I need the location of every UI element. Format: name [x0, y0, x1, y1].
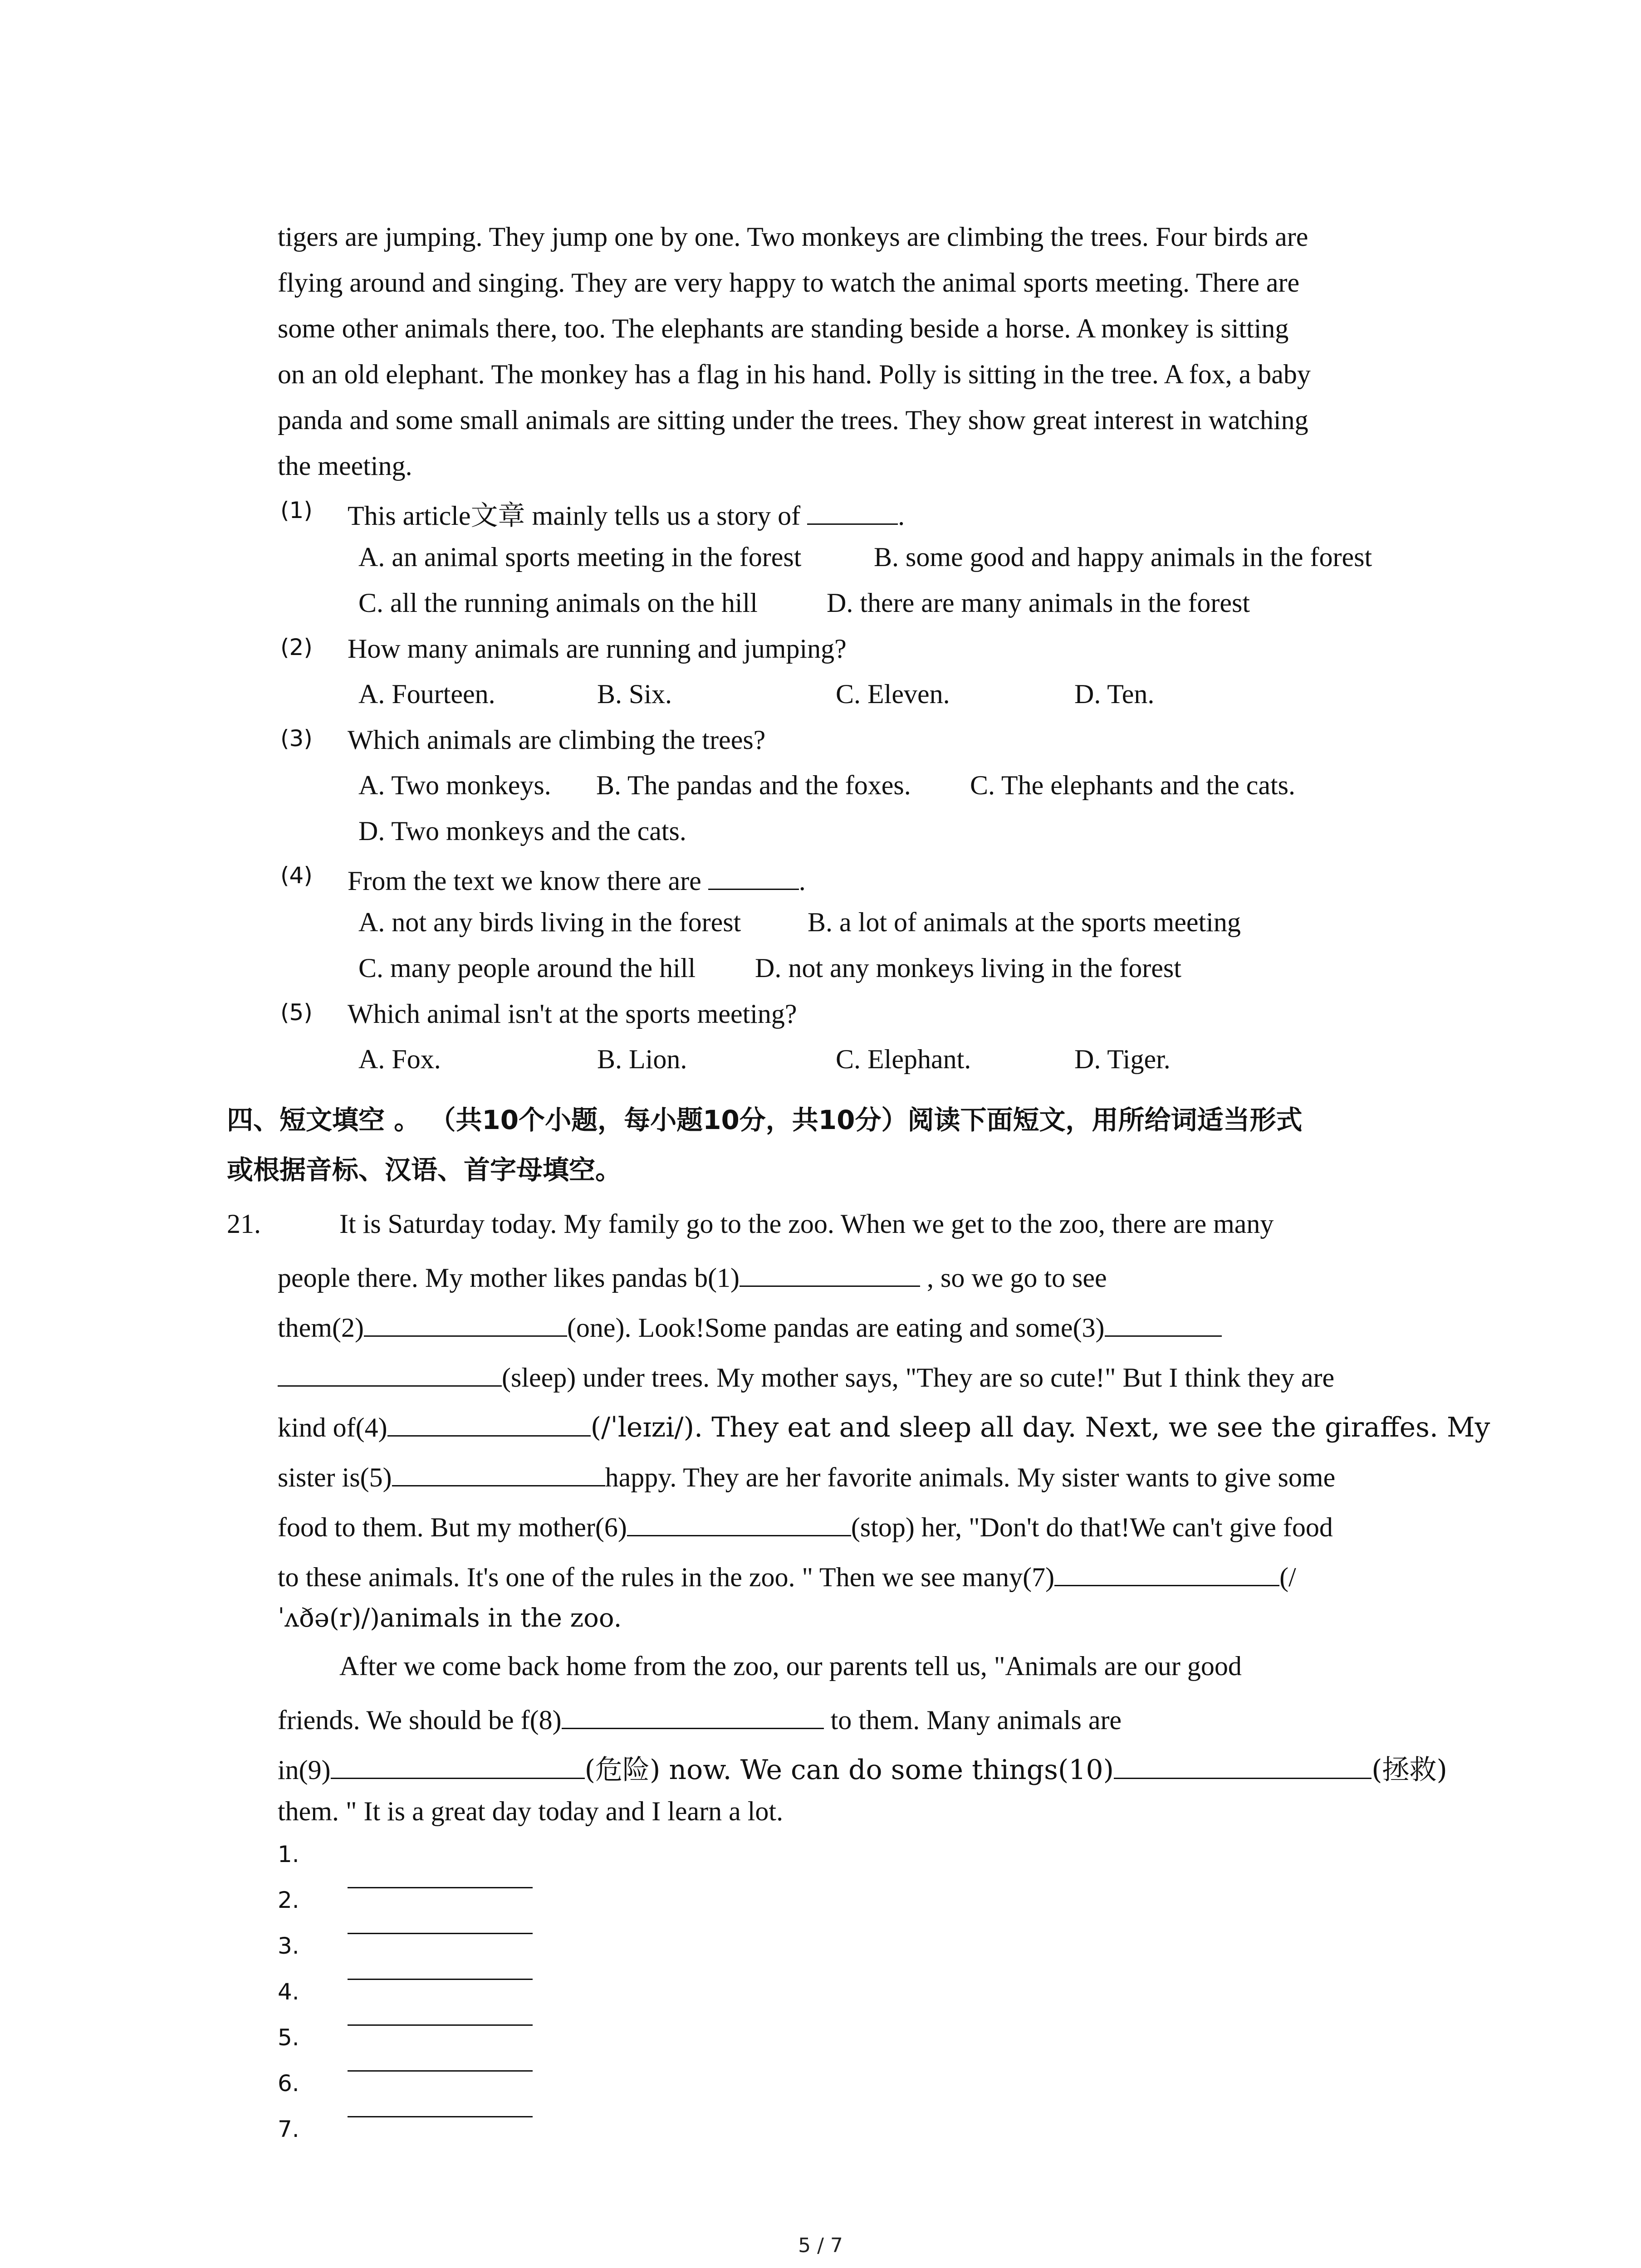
section-heading: 四、短文填空 。 （共10个小题，每小题10分，共10分）阅读下面短文，用所给词适当形式	[227, 1105, 1303, 1135]
blank-9[interactable]	[331, 1752, 585, 1779]
text-part: (stop) her, "Don't do that!We can't give food	[851, 1512, 1333, 1542]
text-part: kind of(4)	[278, 1413, 387, 1442]
blank-5[interactable]	[392, 1460, 605, 1486]
option-d[interactable]: D. Tiger.	[1074, 1044, 1171, 1074]
option-a[interactable]: A. an animal sports meeting in the forest	[358, 542, 802, 572]
option-d[interactable]: D. not any monkeys living in the forest	[755, 953, 1181, 983]
text-part: (one). Look!Some pandas are eating and some(3)	[567, 1313, 1105, 1343]
question-number: (3)	[280, 725, 313, 752]
text-part: (拯救)	[1372, 1754, 1447, 1786]
answer-number: 6.	[278, 2070, 299, 2097]
option-a[interactable]: A. Two monkeys.	[358, 770, 551, 800]
answer-blank-6[interactable]	[348, 2093, 533, 2117]
q21-line: ˈʌðə(r)/)animals in the zoo.	[278, 1603, 622, 1633]
option-b[interactable]: B. some good and happy animals in the forest	[874, 542, 1372, 572]
text-part: them(2)	[278, 1313, 364, 1343]
option-d[interactable]: D. Two monkeys and the cats.	[358, 816, 686, 846]
question-stem: How many animals are running and jumping?	[348, 634, 847, 664]
stem-end: .	[798, 866, 806, 896]
text-part: happy. They are her favorite animals. My sister wants to give some	[605, 1462, 1336, 1492]
stem-end: .	[898, 501, 905, 531]
question-number: (5)	[280, 999, 313, 1026]
answer-number: 7.	[278, 2116, 299, 2142]
question-number: (4)	[280, 862, 313, 889]
blank-8[interactable]	[562, 1702, 824, 1729]
q21-line: After we come back home from the zoo, our parents tell us, "Animals are our good	[339, 1651, 1242, 1681]
blank-3-continued[interactable]	[278, 1360, 502, 1387]
section-heading: 或根据音标、汉语、首字母填空。	[227, 1154, 622, 1185]
question-stem: Which animal isn't at the sports meeting?	[348, 999, 797, 1029]
blank-3[interactable]	[1105, 1310, 1222, 1337]
answer-blank-4[interactable]	[348, 2002, 533, 2026]
option-c[interactable]: C. all the running animals on the hill	[358, 588, 758, 618]
passage-line: tigers are jumping. They jump one by one. Two monkeys are climbing the trees. Four birds are	[278, 222, 1308, 252]
text-part: sister is(5)	[278, 1462, 392, 1492]
answer-number: 2.	[278, 1887, 299, 1913]
blank-10[interactable]	[1114, 1752, 1372, 1779]
text-part: (/	[1279, 1562, 1296, 1592]
question-number: (1)	[280, 497, 313, 523]
option-b[interactable]: B. a lot of animals at the sports meeting	[808, 907, 1241, 937]
page-number: 5 / 7	[798, 2234, 843, 2257]
option-d[interactable]: D. there are many animals in the forest	[827, 588, 1250, 618]
option-c[interactable]: C. Elephant.	[836, 1044, 971, 1074]
passage-line: some other animals there, too. The elephants are standing beside a horse. A monkey is sitting	[278, 313, 1289, 343]
question-stem: Which animals are climbing the trees?	[348, 725, 766, 755]
q21-line	[278, 1310, 1222, 1341]
option-a[interactable]: A. not any birds living in the forest	[358, 907, 741, 937]
option-c[interactable]: C. The elephants and the cats.	[970, 770, 1296, 800]
text-part: people there. My mother likes pandas b(1)	[278, 1263, 740, 1293]
answer-number: 3.	[278, 1933, 299, 1959]
q21-line	[278, 1559, 1296, 1591]
answer-number: 4.	[278, 1979, 299, 2005]
text-part: in(9)	[278, 1755, 331, 1785]
passage-line: panda and some small animals are sitting under the trees. They show great interest in watching	[278, 405, 1308, 435]
option-b[interactable]: B. The pandas and the foxes.	[596, 770, 911, 800]
passage-line: flying around and singing. They are very happy to watch the animal sports meeting. There are	[278, 268, 1300, 298]
blank-7[interactable]	[1054, 1559, 1279, 1586]
blank-2[interactable]	[364, 1310, 567, 1337]
blank-1[interactable]	[740, 1260, 920, 1287]
q21-line	[278, 1510, 1333, 1541]
question-number: (2)	[280, 634, 313, 660]
q21-line	[278, 1752, 1447, 1784]
q21-line	[278, 1460, 1335, 1491]
stem-chinese: 文章	[470, 500, 525, 532]
answer-blank-2[interactable]	[348, 1910, 533, 1934]
option-d[interactable]: D. Ten.	[1074, 679, 1155, 709]
passage-line: the meeting.	[278, 451, 412, 481]
text-part: , so we go to see	[920, 1263, 1107, 1293]
text-part: friends. We should be f(8)	[278, 1705, 562, 1735]
stem-part: This article	[348, 501, 471, 531]
q21-line	[278, 1702, 1122, 1734]
question-stem	[348, 498, 905, 532]
answer-blank-1[interactable]	[348, 1864, 533, 1888]
q21-line: them. " It is a great day today and I learn a lot.	[278, 1796, 784, 1826]
option-c[interactable]: C. many people around the hill	[358, 953, 696, 983]
stem-part: From the text we know there are	[348, 866, 708, 896]
question-number: 21.	[227, 1209, 261, 1239]
text-part: to them. Many animals are	[823, 1705, 1122, 1735]
answer-number: 5.	[278, 2024, 299, 2051]
question-stem	[348, 863, 806, 894]
text-part: to these animals. It's one of the rules in the zoo. " Then we see many(7)	[278, 1562, 1055, 1592]
q21-line	[278, 1410, 1490, 1441]
answer-number: 1.	[278, 1841, 299, 1867]
text-part: (危险) now. We can do some things(10)	[584, 1754, 1114, 1786]
q21-line: It is Saturday today. My family go to the zoo. When we get to the zoo, there are many	[339, 1209, 1274, 1239]
option-b[interactable]: B. Lion.	[597, 1044, 687, 1074]
option-a[interactable]: A. Fourteen.	[358, 679, 495, 709]
option-c[interactable]: C. Eleven.	[836, 679, 950, 709]
blank-4[interactable]	[387, 1410, 591, 1437]
text-part: food to them. But my mother(6)	[278, 1512, 627, 1542]
q21-line	[278, 1260, 1107, 1291]
passage-line: on an old elephant. The monkey has a flag in his hand. Polly is sitting in the tree. A fox, a baby	[278, 359, 1311, 389]
stem-part: mainly tells us a story of	[525, 501, 808, 531]
answer-blank-3[interactable]	[348, 1956, 533, 1980]
option-a[interactable]: A. Fox.	[358, 1044, 441, 1074]
answer-blank-5[interactable]	[348, 2048, 533, 2072]
blank-6[interactable]	[627, 1510, 851, 1536]
option-b[interactable]: B. Six.	[597, 679, 672, 709]
text-part: (sleep) under trees. My mother says, "They are so cute!" But I think they are	[502, 1363, 1335, 1393]
answer-blank[interactable]	[807, 498, 898, 525]
q21-line	[278, 1360, 1334, 1391]
answer-blank[interactable]	[708, 863, 799, 890]
text-part: (/ˈleɪzi/). They eat and sleep all day. Next, we see the giraffes. My	[590, 1412, 1490, 1443]
